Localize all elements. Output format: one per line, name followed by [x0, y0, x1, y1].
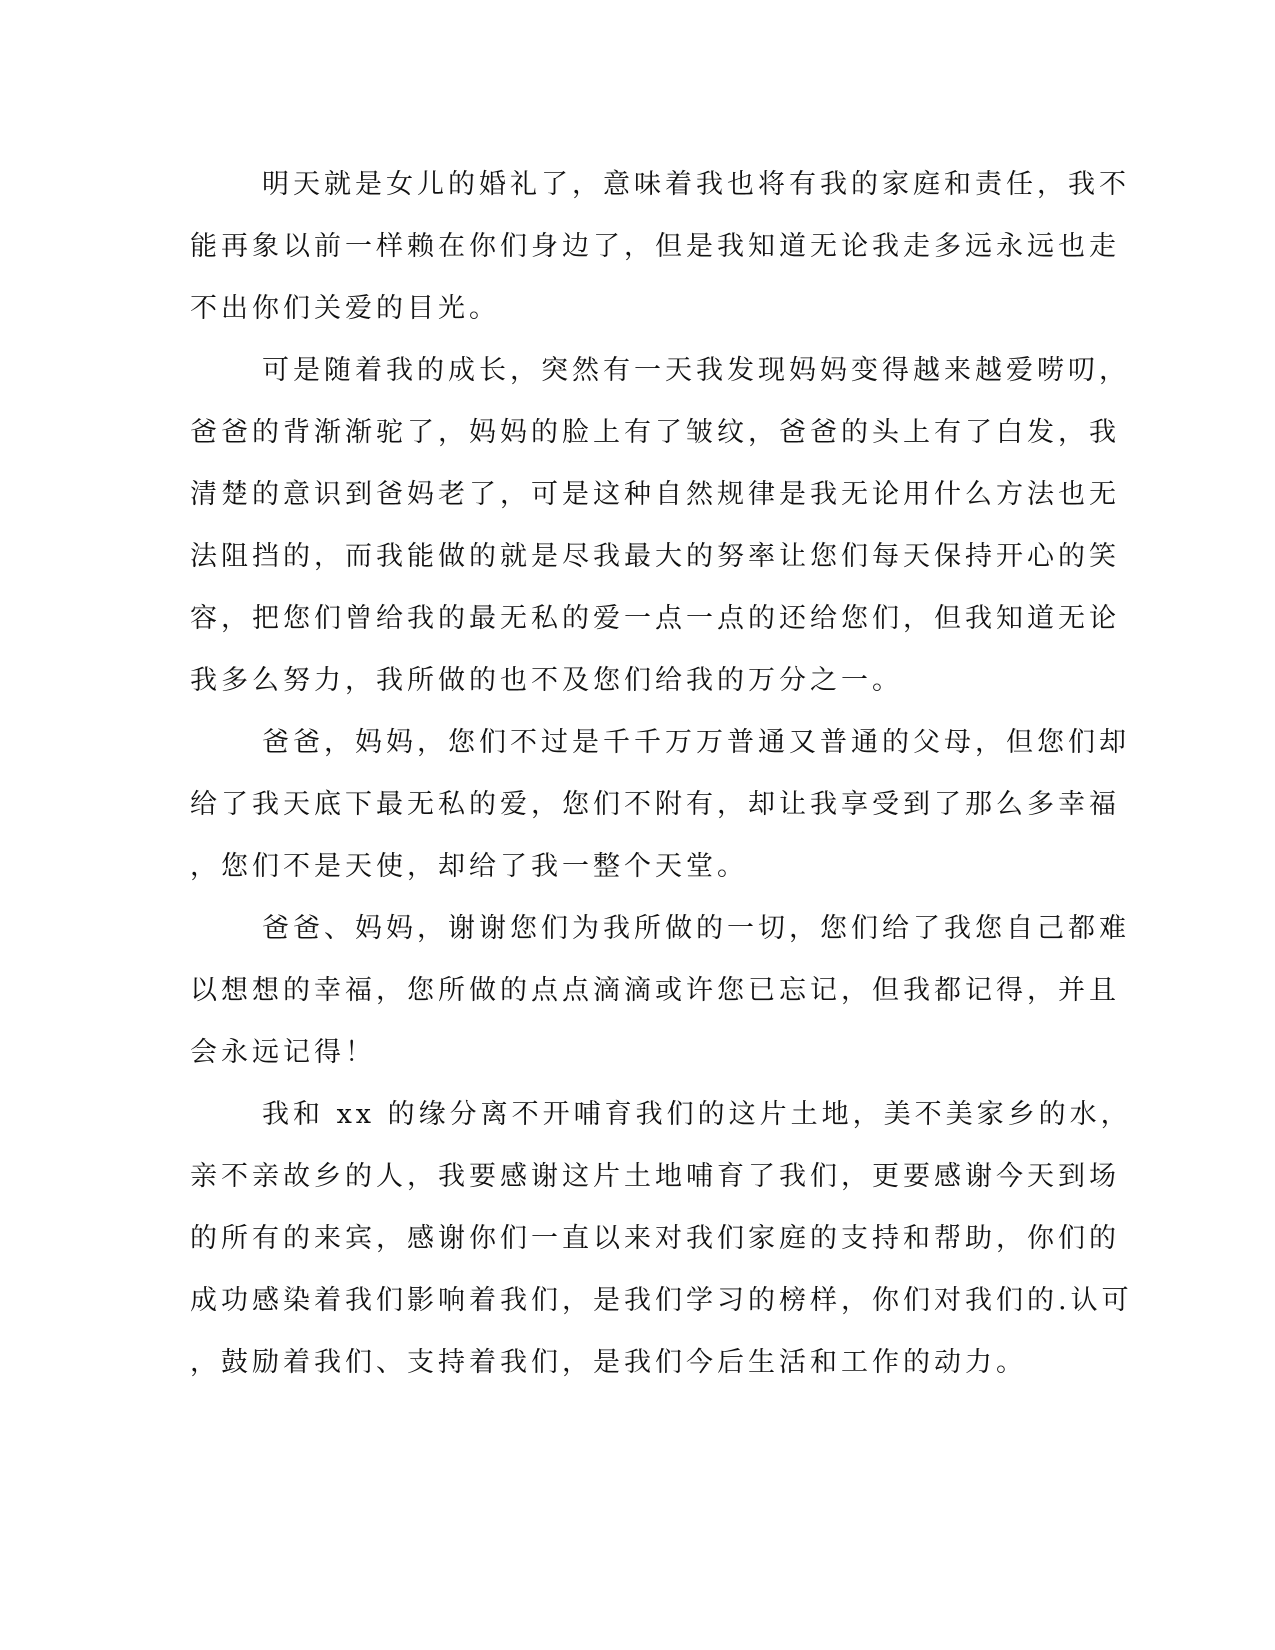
text-line: 清楚的意识到爸妈老了，可是这种自然规律是我无论用什么方法也无 [190, 479, 1120, 510]
paragraph-3 [190, 712, 1130, 898]
text-line: 明天就是女儿的婚礼了，意味着我也将有我的家庭和责任，我不 [262, 169, 1130, 200]
paragraph-4 [190, 898, 1130, 1084]
document-body [190, 154, 1133, 1394]
text-line: 爸爸、妈妈，谢谢您们为我所做的一切，您们给了我您自己都难 [262, 913, 1130, 944]
text-line: 我多么努力，我所做的也不及您们给我的万分之一。 [190, 665, 903, 696]
text-line: 我和 xx 的缘分离不开哺育我们的这片土地，美不美家乡的水， [262, 1099, 1132, 1130]
text-line: 爸爸，妈妈，您们不过是千千万万普通又普通的父母，但您们却 [262, 727, 1130, 758]
text-line: 容，把您们曾给我的最无私的爱一点一点的还给您们，但我知道无论 [190, 603, 1120, 634]
text-line: 亲不亲故乡的人，我要感谢这片土地哺育了我们，更要感谢今天到场 [190, 1161, 1120, 1192]
text-line: ，您们不是天使，却给了我一整个天堂。 [190, 851, 748, 882]
text-line: 会永远记得！ [190, 1037, 376, 1068]
text-line: 不出你们关爱的目光。 [190, 293, 500, 324]
text-line: 能再象以前一样赖在你们身边了，但是我知道无论我走多远永远也走 [190, 231, 1120, 262]
text-line: 以想想的幸福，您所做的点点滴滴或许您已忘记，但我都记得，并且 [190, 975, 1120, 1006]
text-line: 可是随着我的成长，突然有一天我发现妈妈变得越来越爱唠叨， [262, 355, 1130, 386]
text-line: 给了我天底下最无私的爱，您们不附有，却让我享受到了那么多幸福 [190, 789, 1120, 820]
text-line: ，鼓励着我们、支持着我们，是我们今后生活和工作的动力。 [190, 1347, 1027, 1378]
text-line: 成功感染着我们影响着我们，是我们学习的榜样，你们对我们的.认可 [190, 1285, 1133, 1316]
text-line: 法阻挡的，而我能做的就是尽我最大的努率让您们每天保持开心的笑 [190, 541, 1120, 572]
paragraph-2 [190, 340, 1130, 712]
text-line: 爸爸的背渐渐驼了，妈妈的脸上有了皱纹，爸爸的头上有了白发，我 [190, 417, 1120, 448]
paragraph-1 [190, 154, 1130, 340]
paragraph-5 [190, 1084, 1133, 1394]
text-line: 的所有的来宾，感谢你们一直以来对我们家庭的支持和帮助，你们的 [190, 1223, 1120, 1254]
